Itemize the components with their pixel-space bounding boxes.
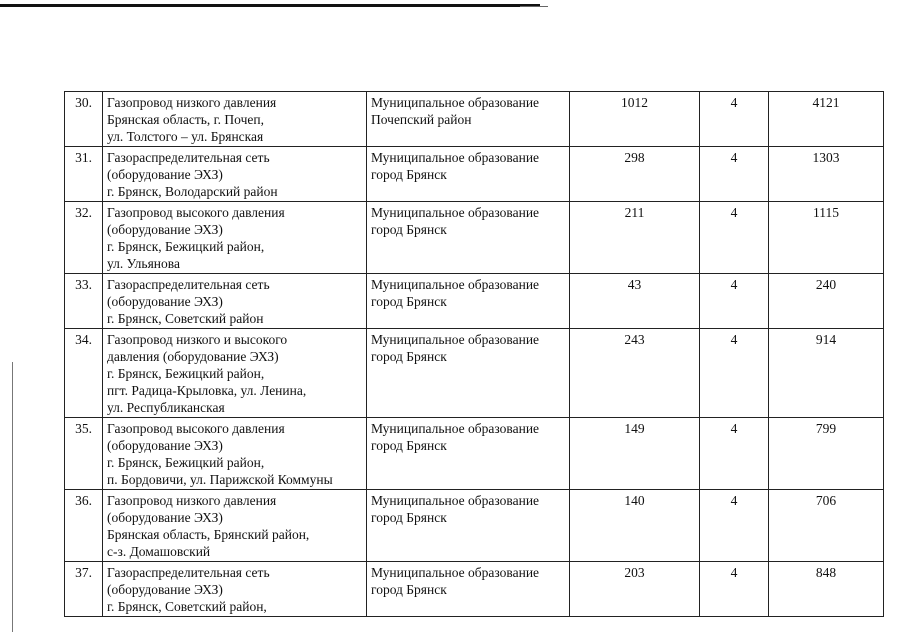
row-number: 31. (65, 147, 103, 202)
value-1: 1012 (570, 92, 700, 147)
table-row (65, 92, 884, 147)
owner-name: Муниципальное образование город Брянск (367, 562, 570, 617)
object-name: Газораспределительная сеть (оборудование ЭХЗ) г. Брянск, Советский район (103, 274, 367, 329)
value-3: 914 (769, 329, 884, 418)
table-row (65, 562, 884, 617)
row-number: 37. (65, 562, 103, 617)
value-3: 799 (769, 418, 884, 490)
row-number: 36. (65, 490, 103, 562)
object-name: Газораспределительная сеть (оборудование ЭХЗ) г. Брянск, Володарский район (103, 147, 367, 202)
value-2: 4 (700, 202, 769, 274)
objects-table (64, 91, 884, 617)
value-1: 203 (570, 562, 700, 617)
value-2: 4 (700, 274, 769, 329)
owner-name: Муниципальное образование Почепский район (367, 92, 570, 147)
value-1: 43 (570, 274, 700, 329)
value-2: 4 (700, 490, 769, 562)
owner-name: Муниципальное образование город Брянск (367, 274, 570, 329)
table-row (65, 147, 884, 202)
table-row (65, 329, 884, 418)
value-1: 149 (570, 418, 700, 490)
value-3: 240 (769, 274, 884, 329)
owner-name: Муниципальное образование город Брянск (367, 202, 570, 274)
value-2: 4 (700, 329, 769, 418)
header-rule-tail (520, 6, 548, 7)
row-number: 30. (65, 92, 103, 147)
value-2: 4 (700, 562, 769, 617)
value-1: 140 (570, 490, 700, 562)
owner-name: Муниципальное образование город Брянск (367, 418, 570, 490)
row-number: 32. (65, 202, 103, 274)
object-name: Газопровод низкого и высокого давления (оборудование ЭХЗ) г. Брянск, Бежицкий район, пгт. Радица-Крыловка, ул. Ленина, ул. Республиканская (103, 329, 367, 418)
margin-mark (12, 362, 13, 632)
value-3: 706 (769, 490, 884, 562)
row-number: 35. (65, 418, 103, 490)
object-name: Газопровод высокого давления (оборудование ЭХЗ) г. Брянск, Бежицкий район, ул. Ульянова (103, 202, 367, 274)
owner-name: Муниципальное образование город Брянск (367, 147, 570, 202)
value-3: 1115 (769, 202, 884, 274)
value-3: 4121 (769, 92, 884, 147)
value-2: 4 (700, 418, 769, 490)
value-3: 848 (769, 562, 884, 617)
value-1: 298 (570, 147, 700, 202)
value-3: 1303 (769, 147, 884, 202)
header-rule (0, 4, 540, 7)
object-name: Газопровод низкого давления (оборудование ЭХЗ) Брянская область, Брянский район, с-з. Домашовский (103, 490, 367, 562)
row-number: 34. (65, 329, 103, 418)
object-name: Газопровод высокого давления (оборудование ЭХЗ) г. Брянск, Бежицкий район, п. Бордовичи, ул. Парижской Коммуны (103, 418, 367, 490)
value-2: 4 (700, 147, 769, 202)
value-2: 4 (700, 92, 769, 147)
table-row (65, 202, 884, 274)
owner-name: Муниципальное образование город Брянск (367, 329, 570, 418)
value-1: 211 (570, 202, 700, 274)
object-name: Газораспределительная сеть (оборудование ЭХЗ) г. Брянск, Советский район, (103, 562, 367, 617)
table-row (65, 490, 884, 562)
value-1: 243 (570, 329, 700, 418)
table-row (65, 418, 884, 490)
object-name: Газопровод низкого давления Брянская область, г. Почеп, ул. Толстого – ул. Брянская (103, 92, 367, 147)
table-row (65, 274, 884, 329)
row-number: 33. (65, 274, 103, 329)
owner-name: Муниципальное образование город Брянск (367, 490, 570, 562)
